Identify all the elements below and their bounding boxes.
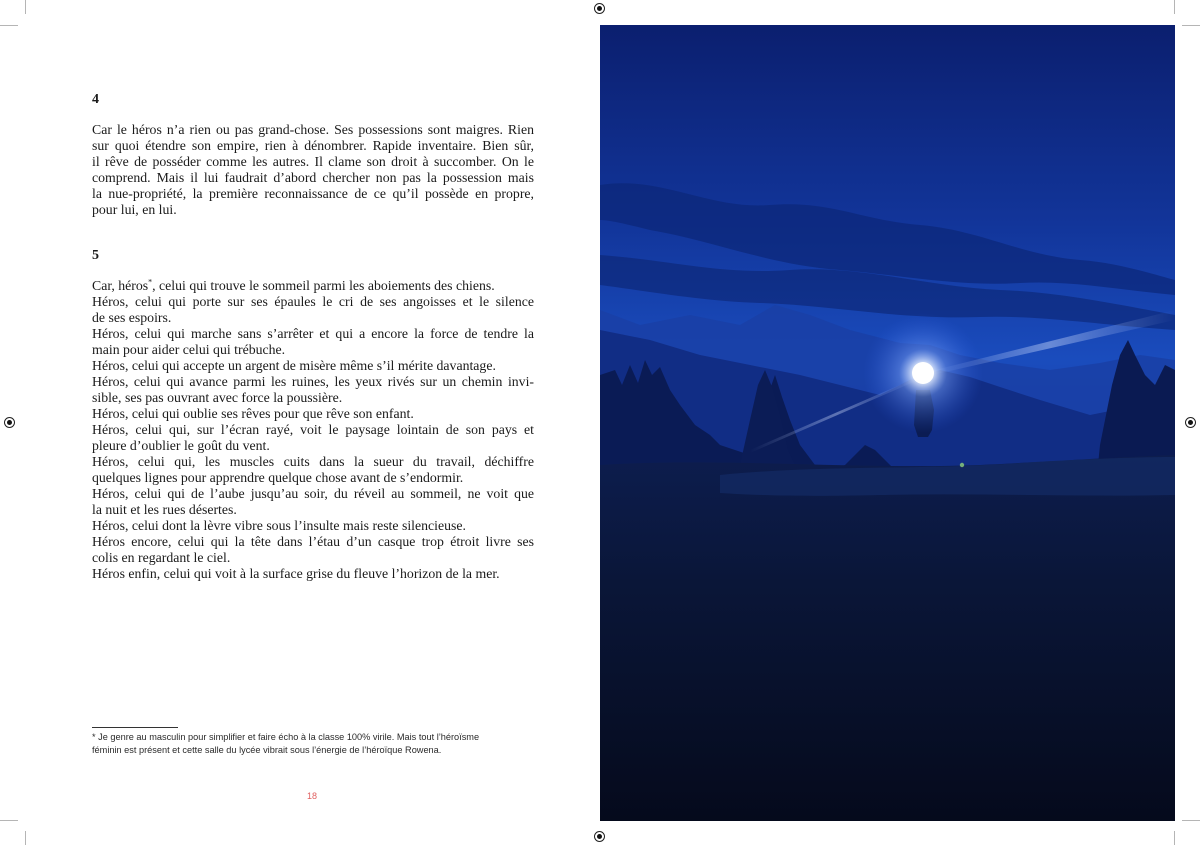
meadow — [600, 455, 1175, 821]
crop-mark — [25, 0, 26, 14]
first-line-end: , celui qui trouve le sommeil parmi les aboiements des chiens. — [152, 278, 495, 293]
footnote-marker: * — [148, 277, 153, 287]
night-landscape-photo — [600, 25, 1175, 821]
text-line: pour lui, en lui. — [92, 202, 177, 217]
text-line: Héros enfin, celui qui voit à la surface grise du fleuve l’horizon de la mer. — [92, 566, 500, 581]
section-4-paragraph — [92, 122, 534, 218]
text-line: Héros, celui qui oublie ses rêves pour que rêve son enfant. — [92, 406, 414, 421]
text-line: colis en regardant le ciel. — [92, 550, 231, 565]
crop-mark — [0, 820, 18, 821]
crop-mark — [0, 25, 18, 26]
text-line: Héros, celui qui marche sans s’arrêter et qui a encore la force de tendre la — [92, 326, 534, 341]
text-line: quelques lignes pour apprendre quelque chose avant de s’endormir. — [92, 470, 464, 485]
small-green-light — [960, 463, 964, 467]
crop-mark — [25, 831, 26, 845]
text-line: Car le héros n’a rien ou pas grand-chose. Ses possessions sont maigres. Rien — [92, 122, 534, 137]
section-5-paragraph — [92, 278, 534, 582]
text-line: pleure d’oublier le goût du vent. — [92, 438, 270, 453]
headlamp-light — [912, 362, 934, 384]
night-mountain-headlamp-photo-icon — [600, 25, 1175, 821]
first-line-start: Car, héros — [92, 278, 149, 293]
text-line: Héros, celui qui de l’aube jusqu’au soir, du réveil au sommeil, ne voit que — [92, 486, 534, 501]
text-line: il rêve de posséder comme les autres. Il clame son droit à succomber. On le — [92, 154, 534, 169]
text-line: Héros, celui qui, les muscles cuits dans la sueur du travail, déchiffre — [92, 454, 534, 469]
crop-mark — [1174, 831, 1175, 845]
text-line: la nue-propriété, la première reconnaissance de ce qu’il possède en propre, — [92, 186, 534, 201]
crop-mark — [1182, 820, 1200, 821]
text-line: Héros, celui qui, sur l’écran rayé, voit le paysage lointain de son pays et — [92, 422, 534, 437]
footnote-divider — [92, 727, 178, 728]
text-line: sible, ses pas ouvrant avec force la poussière. — [92, 390, 343, 405]
registration-mark-icon — [4, 417, 15, 428]
section-number-4: 4 — [92, 92, 99, 107]
crop-mark — [1182, 25, 1200, 26]
text-line: Héros, celui qui porte sur ses épaules le cri de ses angoisses et le silence — [92, 294, 534, 309]
text-line: sur quoi étendre son empire, rien à dénombrer. Rapide inventaire. Bien sûr, — [92, 138, 534, 153]
text-line — [92, 278, 534, 294]
text-line: Héros, celui qui accepte un argent de misère même s’il mérite davantage. — [92, 358, 496, 373]
left-page-text — [92, 92, 534, 582]
text-line: la nuit et les rues désertes. — [92, 502, 237, 517]
text-line: Héros, celui qui avance parmi les ruines, les yeux rivés sur un chemin invi- — [92, 374, 534, 389]
footnote-line: * Je genre au masculin pour simplifier et faire écho à la classe 100% virile. Mais tout l’héroïsme — [92, 732, 480, 742]
text-line: comprend. Mais il lui faudrait d’abord chercher non pas la possession mais — [92, 170, 534, 185]
text-line: main pour aider celui qui trébuche. — [92, 342, 286, 357]
text-line: Héros encore, celui qui la tête dans l’étau d’un casque trop étroit livre ses — [92, 534, 534, 549]
footnote-line: féminin est présent et cette salle du lycée vibrait sous l’énergie de l’héroïque Rowena. — [92, 745, 442, 755]
registration-mark-icon — [594, 3, 605, 14]
section-number-5: 5 — [92, 248, 99, 263]
footnote — [92, 731, 534, 757]
registration-mark-icon — [594, 831, 605, 842]
registration-mark-icon — [1185, 417, 1196, 428]
text-line: de ses espoirs. — [92, 310, 172, 325]
page-number: 18 — [306, 791, 317, 801]
crop-mark — [1174, 0, 1175, 14]
text-line: Héros, celui dont la lèvre vibre sous l’insulte mais reste silencieuse. — [92, 518, 466, 533]
